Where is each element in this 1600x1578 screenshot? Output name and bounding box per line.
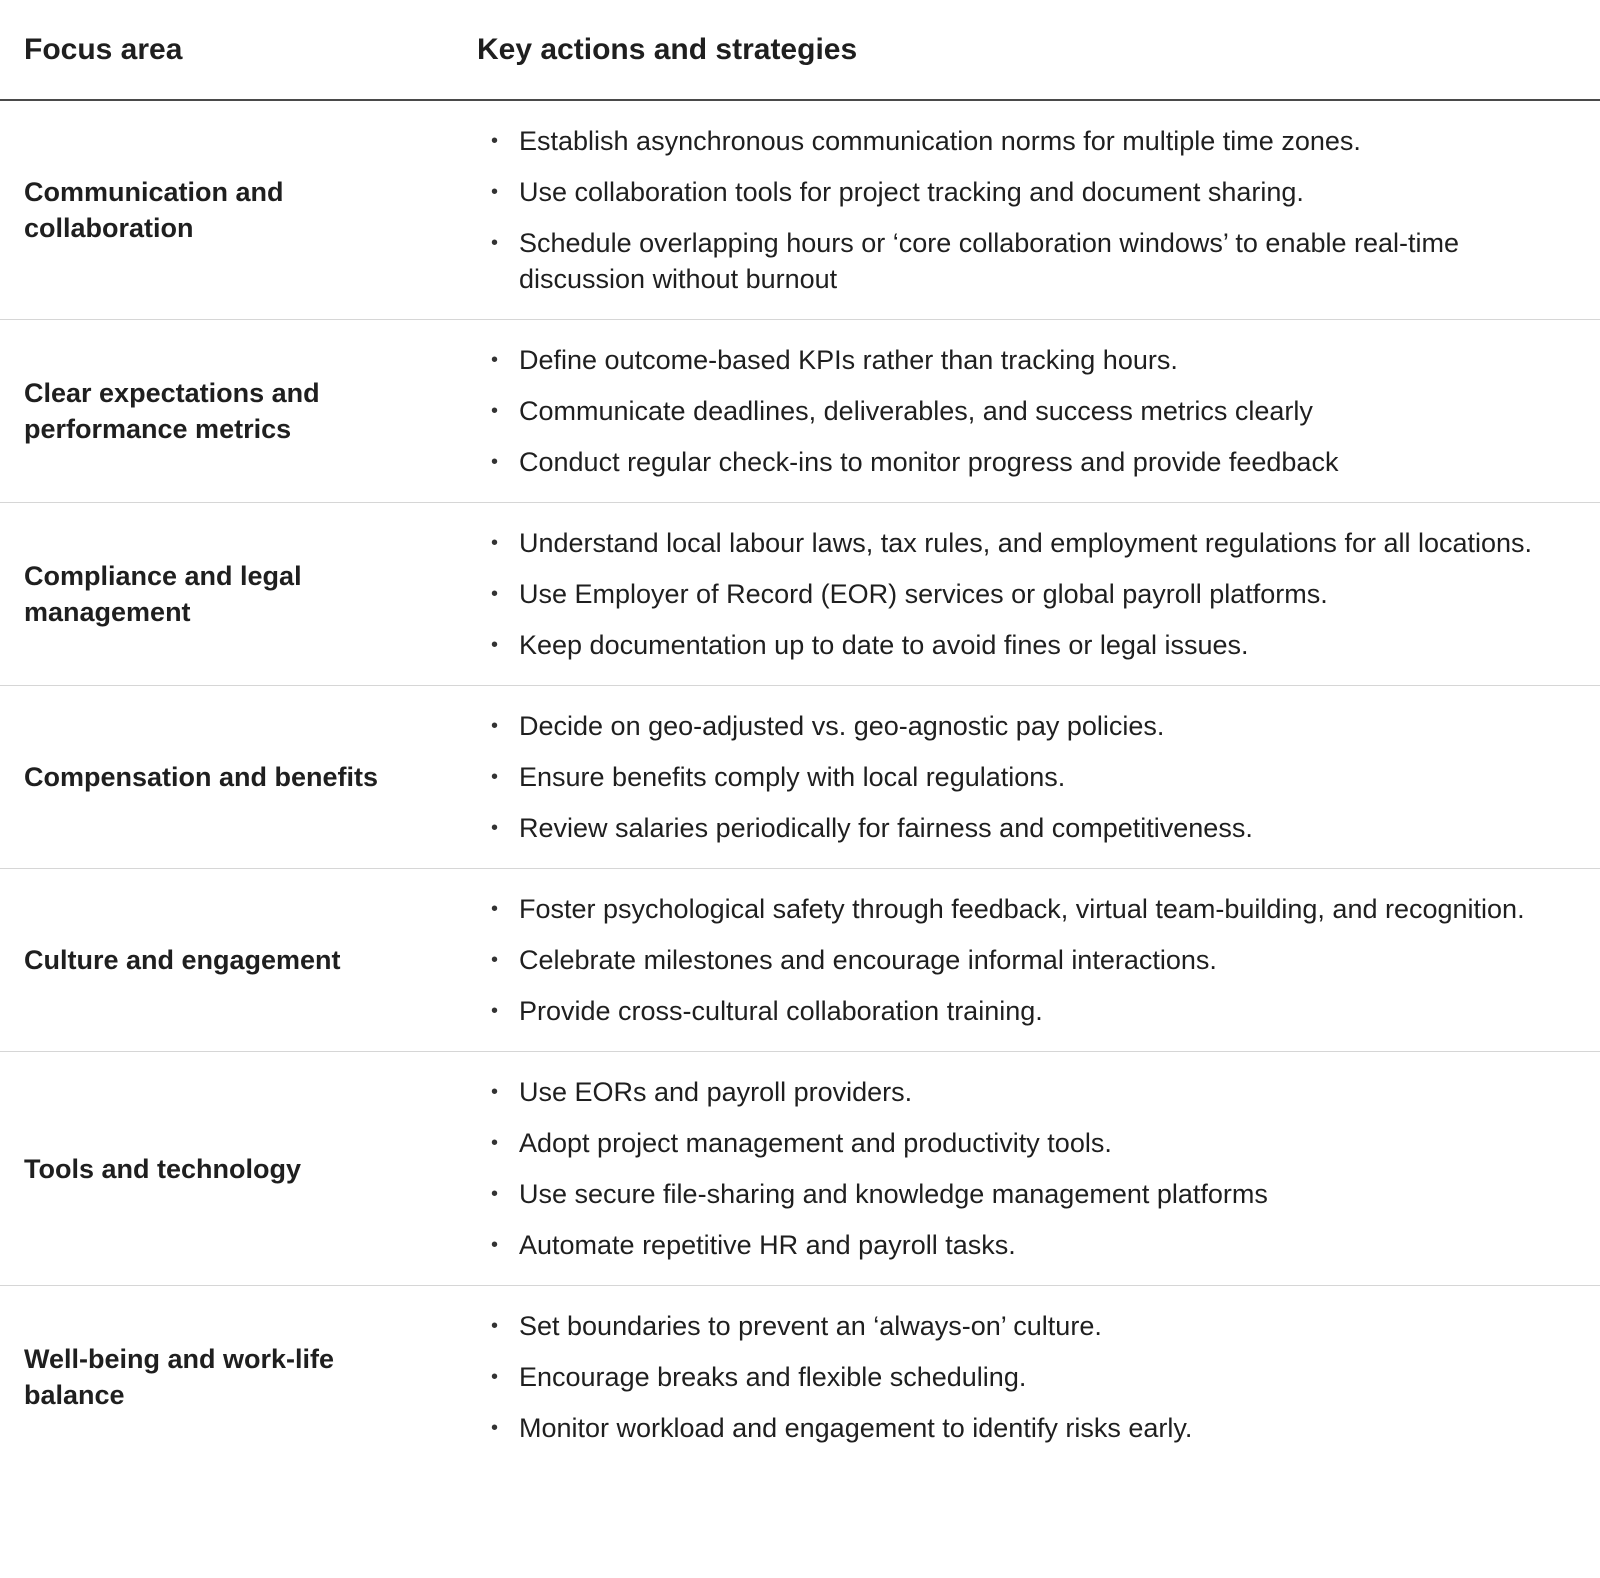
actions-list: [477, 525, 1560, 663]
actions-list: [477, 123, 1560, 297]
header-focus-area: Focus area: [0, 0, 453, 100]
action-item: • Adopt project management and productivity tools.: [477, 1125, 1560, 1161]
actions-cell: [453, 320, 1600, 503]
action-item: • Automate repetitive HR and payroll tasks.: [477, 1227, 1560, 1263]
action-item: • Use collaboration tools for project tracking and document sharing.: [477, 174, 1560, 210]
table-row: [0, 320, 1600, 503]
action-item: • Encourage breaks and flexible scheduling.: [477, 1359, 1560, 1395]
action-item: • Define outcome-based KPIs rather than tracking hours.: [477, 342, 1560, 378]
table-row: [0, 100, 1600, 320]
action-item: • Foster psychological safety through feedback, virtual team-building, and recognition.: [477, 891, 1560, 927]
action-item: • Communicate deadlines, deliverables, and success metrics clearly: [477, 393, 1560, 429]
focus-area-cell: Compliance and legal management: [0, 503, 453, 686]
focus-area-cell: Culture and engagement: [0, 869, 453, 1052]
actions-cell: [453, 1052, 1600, 1286]
action-item: • Conduct regular check-ins to monitor progress and provide feedback: [477, 444, 1560, 480]
actions-cell: [453, 869, 1600, 1052]
action-item: • Establish asynchronous communication norms for multiple time zones.: [477, 123, 1560, 159]
actions-list: [477, 1308, 1560, 1446]
table-row: [0, 686, 1600, 869]
table-row: [0, 503, 1600, 686]
action-item: • Schedule overlapping hours or ‘core collaboration windows’ to enable real-time discussion without burnout: [477, 225, 1560, 297]
actions-cell: [453, 503, 1600, 686]
action-item: • Provide cross-cultural collaboration training.: [477, 993, 1560, 1029]
action-item: • Use Employer of Record (EOR) services or global payroll platforms.: [477, 576, 1560, 612]
actions-list: [477, 342, 1560, 480]
action-item: • Review salaries periodically for fairness and competitiveness.: [477, 810, 1560, 846]
focus-area-cell: Clear expectations and performance metrics: [0, 320, 453, 503]
action-item: • Monitor workload and engagement to identify risks early.: [477, 1410, 1560, 1446]
action-item: • Celebrate milestones and encourage informal interactions.: [477, 942, 1560, 978]
focus-area-cell: Communication and collaboration: [0, 100, 453, 320]
action-item: • Use secure file-sharing and knowledge management platforms: [477, 1176, 1560, 1212]
table-header-row: [0, 0, 1600, 100]
actions-list: [477, 708, 1560, 846]
focus-area-cell: Tools and technology: [0, 1052, 453, 1286]
actions-cell: [453, 100, 1600, 320]
table-row: [0, 869, 1600, 1052]
actions-list: [477, 1074, 1560, 1263]
focus-area-cell: Compensation and benefits: [0, 686, 453, 869]
header-key-actions: Key actions and strategies: [453, 0, 1600, 100]
action-item: • Understand local labour laws, tax rules, and employment regulations for all locations.: [477, 525, 1560, 561]
action-item: • Decide on geo-adjusted vs. geo-agnostic pay policies.: [477, 708, 1560, 744]
table-row: [0, 1052, 1600, 1286]
actions-list: [477, 891, 1560, 1029]
action-item: • Use EORs and payroll providers.: [477, 1074, 1560, 1110]
action-item: • Keep documentation up to date to avoid fines or legal issues.: [477, 627, 1560, 663]
focus-area-cell: Well-being and work-life balance: [24, 1344, 335, 1410]
actions-cell: [453, 1286, 1600, 1469]
action-item: • Ensure benefits comply with local regulations.: [477, 759, 1560, 795]
action-item: • Set boundaries to prevent an ‘always-on’ culture.: [477, 1308, 1560, 1344]
table-row: [0, 1286, 1600, 1469]
actions-cell: [453, 686, 1600, 869]
